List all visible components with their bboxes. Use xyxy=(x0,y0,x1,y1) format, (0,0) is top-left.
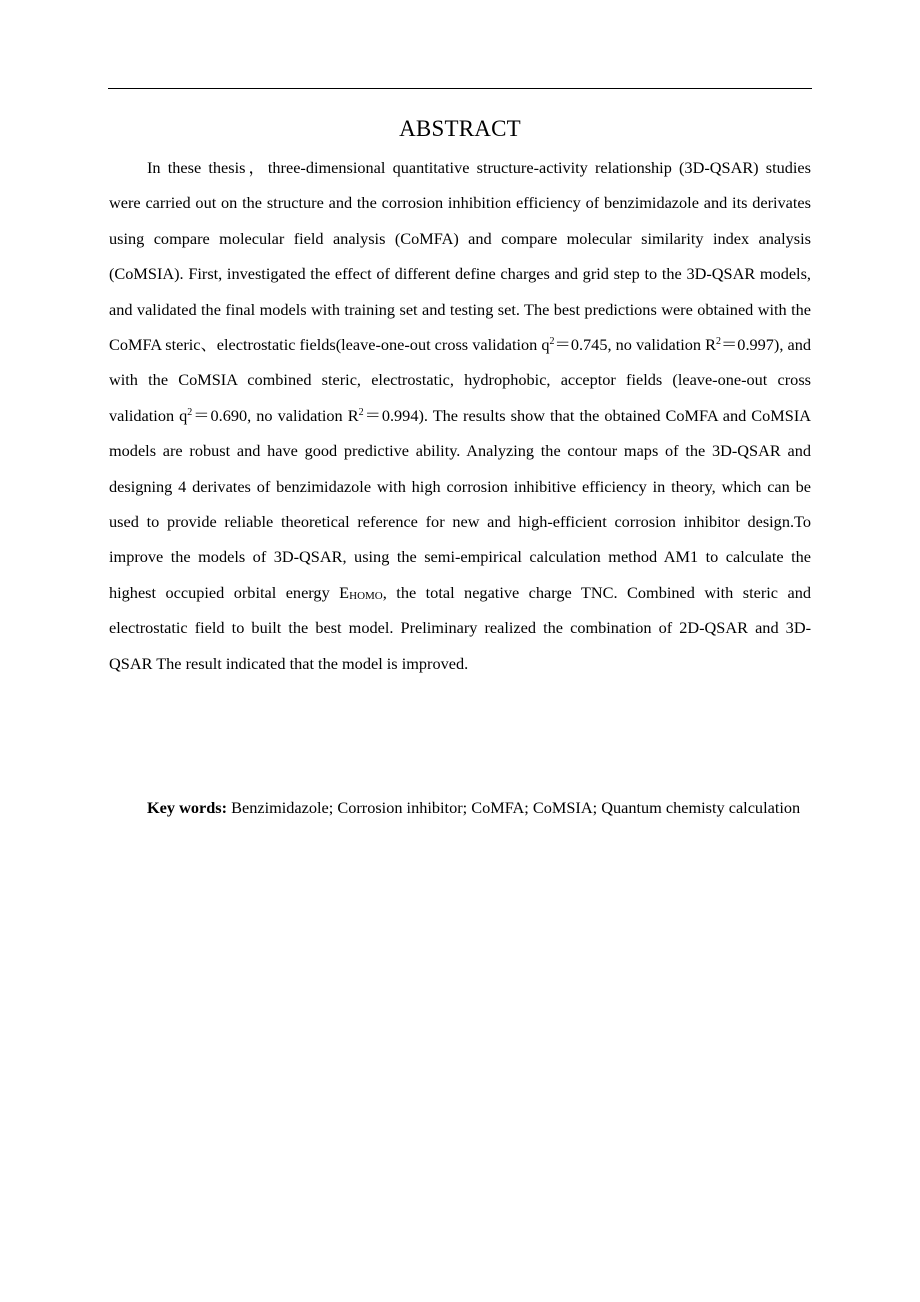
abstract-text-2: ＝0.745, no validation R xyxy=(554,335,717,355)
abstract-text-4: ＝0.690, no validation R xyxy=(192,405,359,425)
subscript-homo: HOMO xyxy=(349,589,383,602)
page-title: ABSTRACT xyxy=(399,116,521,141)
superscript-r2: 2 xyxy=(716,336,722,348)
keywords-label: Key words: xyxy=(147,798,228,817)
superscript-q2: 2 xyxy=(549,336,555,348)
header-rule xyxy=(108,88,812,89)
keywords-paragraph xyxy=(109,790,811,825)
superscript-q2-second: 2 xyxy=(187,406,193,418)
abstract-text-1: In these thesis，three-dimensional quantitative structure-activity relationship (3D-QSAR) studies were carried out on the structure and the corrosion inhibition efficiency of benzimidazole and its derivates using compare molecular field analysis (CoMFA) and compare molecular similarity index analysis (CoMSIA). First, investigated the effect of different define charges and grid step to the 3D-QSAR models, and validated the final models with training set and testing set. The best predictions were obtained with the CoMFA steric、electrostatic fields(leave-one-out cross validation q xyxy=(109,158,811,355)
abstract-paragraph xyxy=(109,150,811,681)
keywords-text: Benzimidazole; Corrosion inhibitor; CoMFA; CoMSIA; Quantum chemisty calculation xyxy=(227,798,801,817)
abstract-text-3: ＝0.997), and with the CoMSIA combined steric, electrostatic, hydrophobic, acceptor fields (leave-one-out cross validation q xyxy=(109,335,812,425)
abstract-text-6: , the total negative charge TNC. Combined with steric and electrostatic field to built the best model. Preliminary realized the combination of 2D-QSAR and 3D-QSAR The result indicated that the model is improved. xyxy=(109,582,811,673)
superscript-r2-second: 2 xyxy=(358,406,364,418)
abstract-text-5: ＝0.994). The results show that the obtained CoMFA and CoMSIA models are robust and have good predictive ability. Analyzing the contour maps of the 3D-QSAR and designing 4 derivates of benzimidazole with high corrosion inhibitive efficiency in theory, which can be used to provide reliable theoretical reference for new and high-efficient corrosion inhibitor design.To improve the models of 3D-QSAR, using the semi-empirical calculation method AM1 to calculate the highest occupied orbital energy E xyxy=(109,405,811,602)
